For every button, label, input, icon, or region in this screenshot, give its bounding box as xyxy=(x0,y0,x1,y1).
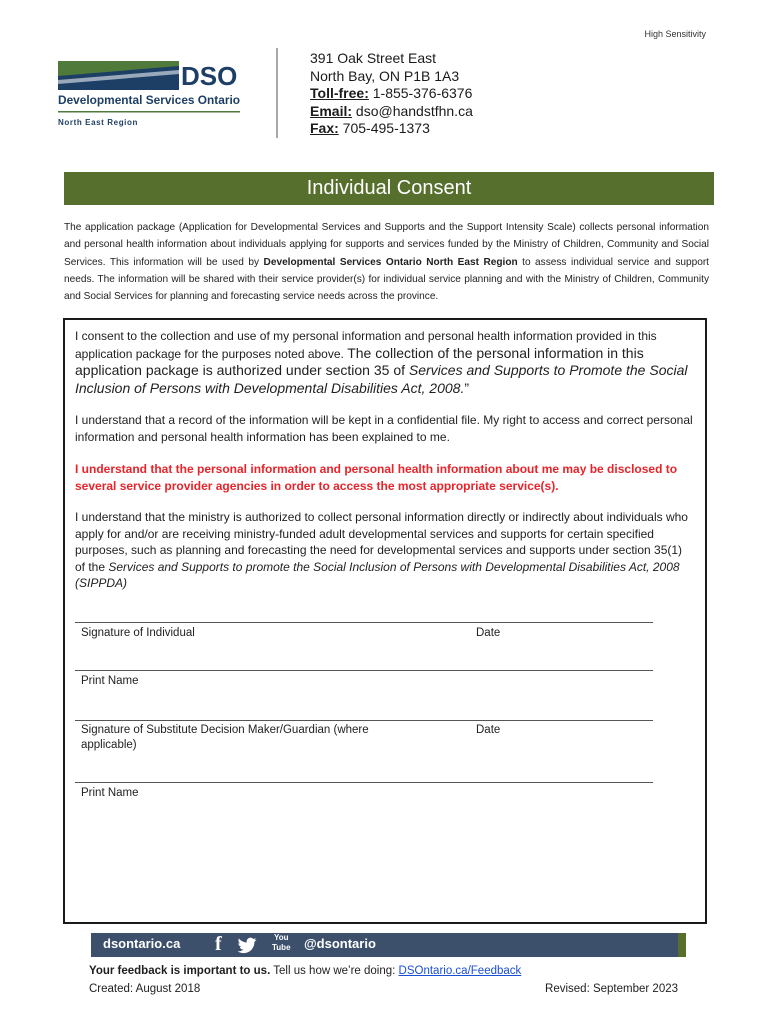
logo-name: Developmental Services Ontario xyxy=(58,93,240,107)
consent-paragraph-2: I understand that a record of the information will be kept in a confidential file. My right to access and correct personal information and personal health information has been explained to me. xyxy=(75,413,693,444)
intro-paragraph: The application package (Application for Developmental Services and Supports and the Support Intensity Scale) collects personal information and personal health information about individuals applying for supports and services funded by the Ministry of Children, Community and Social Services. This information will be used by Developmental Services Ontario North East Region to assess individual service and support needs. The information will be shared with their service provider(s) for individual service planning and with the Ministry of Children, Community and Social Services for planning and forecasting service needs across the province. xyxy=(64,222,709,303)
signature-sdm-label: Signature of Substitute Decision Maker/Guardian (where applicable) xyxy=(81,724,369,751)
email-line xyxy=(310,103,473,121)
header-divider xyxy=(276,48,278,138)
fax-label: Fax: xyxy=(310,120,339,136)
youtube-icon[interactable]: You Tube xyxy=(272,933,291,952)
office-address xyxy=(310,50,473,138)
feedback-link[interactable]: DSOntario.ca/Feedback xyxy=(398,965,522,977)
feedback-bold: Your feedback is important to us. xyxy=(89,965,271,977)
email-label: Email: xyxy=(310,102,353,119)
signature-individual-label: Signature of Individual xyxy=(81,627,195,639)
fax-line xyxy=(310,120,473,138)
print-name-line-1[interactable] xyxy=(75,670,653,671)
feedback-line: Your feedback is important to us. Tell us how we’re doing: DSOntario.ca/Feedback xyxy=(89,965,522,977)
consent-paragraph-4: I understand that the ministry is authorized to collect personal information directly or indirectly about individuals who apply for and/or are receiving ministry-funded adult developmental services and supports for certain specified purposes, such as planning and forecasting the need for developmental services and supports under section 35(1) of the Services and Supports to promote the Social Inclusion of Persons with Developmental Disabilities Act, 2008 (SIPPDA) xyxy=(75,510,688,590)
footer-site[interactable]: dsontario.ca xyxy=(103,936,181,951)
date-label-2: Date xyxy=(476,724,501,736)
intro-organization: Developmental Services Ontario North East Region xyxy=(263,256,518,268)
consent-box xyxy=(63,318,707,924)
tollfree-value: 1-855-376-6376 xyxy=(368,85,473,101)
twitter-icon[interactable] xyxy=(235,937,259,954)
facebook-icon[interactable]: f xyxy=(215,933,222,955)
address-city: North Bay, ON P1B 1A3 xyxy=(310,67,460,84)
email-value: dso@handstfhn.ca xyxy=(352,102,473,119)
footer-social-handle[interactable]: @dsontario xyxy=(304,936,376,951)
consent-paragraph-1: I consent to the collection and use of my personal information and personal health information provided in this application package for the purposes noted above. The collection of the personal information in this application package is authorized under section 35 of Services and Supports to Promote the Social Inclusion of Persons with Developmental Disabilities Act, 2008.” xyxy=(75,329,688,396)
footer-social-bar xyxy=(91,933,686,957)
page-title: Individual Consent xyxy=(64,172,714,205)
signature-line-sdm[interactable] xyxy=(75,720,653,721)
address-street: 391 Oak Street East xyxy=(310,50,437,66)
date-label-1: Date xyxy=(476,627,501,639)
consent-disclosure-warning: I understand that the personal information and personal health information about me may be disclosed to several service provider agencies in order to access the most appropriate service(s). xyxy=(75,462,678,493)
logo-region: North East Region xyxy=(58,118,138,127)
sensitivity-label: High Sensitivity xyxy=(644,29,706,39)
logo-abbrev: DSO xyxy=(181,61,238,91)
print-name-line-2[interactable] xyxy=(75,782,653,783)
print-name-label-2: Print Name xyxy=(81,787,139,799)
print-name-label-1: Print Name xyxy=(81,675,139,687)
tollfree-label: Toll-free: xyxy=(310,85,369,101)
signature-line-individual[interactable] xyxy=(75,622,653,623)
revised-date: Revised: September 2023 xyxy=(545,983,678,995)
fax-value: 705-495-1373 xyxy=(338,120,430,136)
tollfree-line xyxy=(310,85,473,103)
created-date: Created: August 2018 xyxy=(89,983,201,995)
